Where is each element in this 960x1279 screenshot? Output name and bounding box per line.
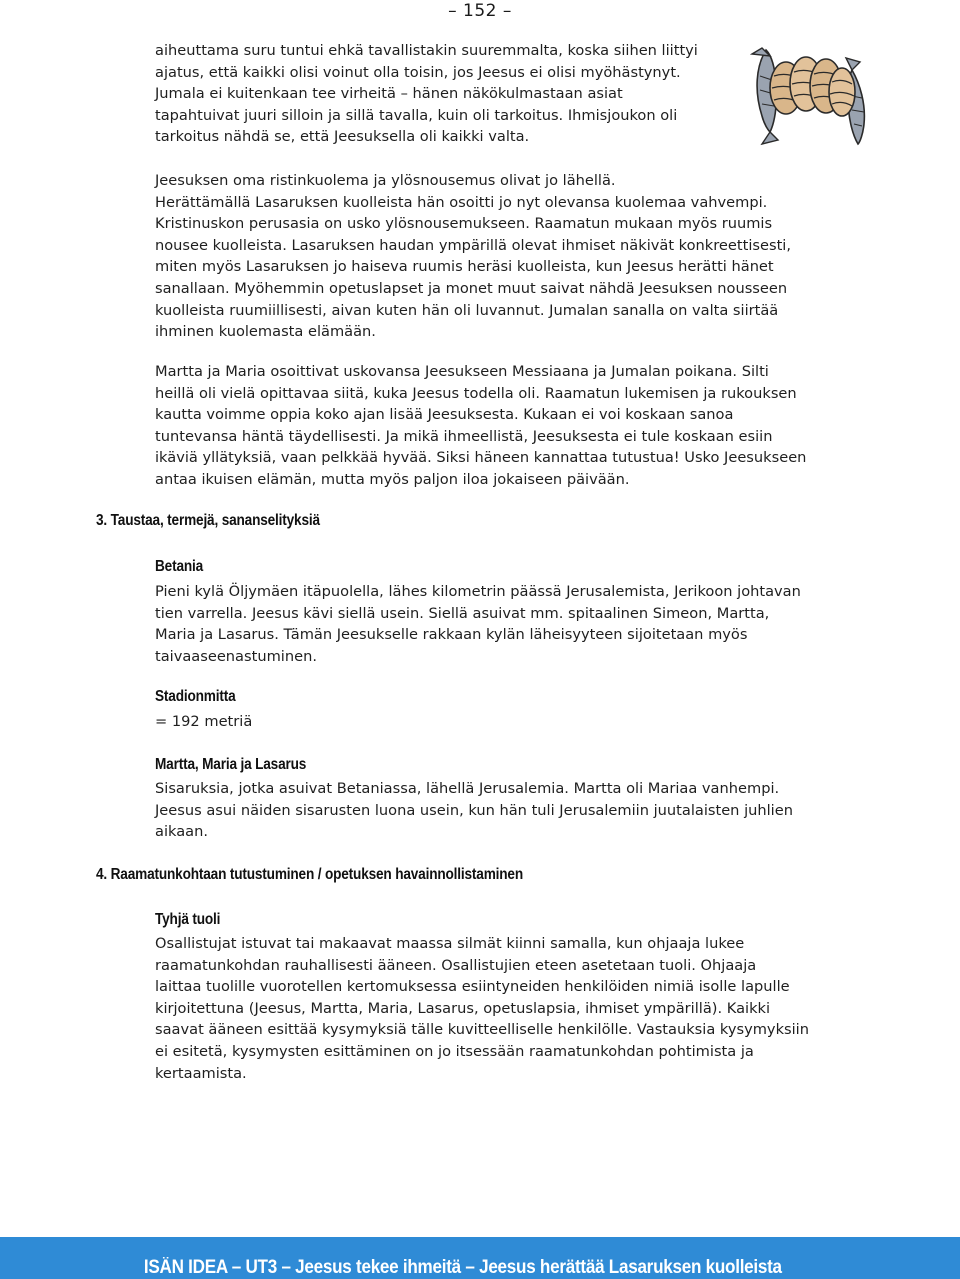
footer-title: ISÄN IDEA – UT3 – Jeesus tekee ihmeitä – Jeesus herättää Lasaruksen kuolleista (144, 1257, 782, 1278)
bread-loaf-icon (829, 68, 855, 116)
text-line: kuolleista ruumiillisesti, aivan kuten hän oli luvannut. Jumalan sanalla on valta siirtää (155, 301, 779, 319)
text-line: Maria ja Lasarus. Tämän Jeesukselle rakkaan kylän läheisyyteen sijoitetaan myös (155, 626, 748, 644)
text-line: Jumala ei kuitenkaan tee virheitä – hänen näkökulmastaan asiat (155, 85, 623, 103)
text-line: tien varrella. Jeesus kävi siellä usein. Siellä asuivat mm. spitaalinen Simeon, Martta, (155, 604, 770, 622)
text-line: Pieni kylä Öljymäen itäpuolella, lähes kilometrin päässä Jerusalemista, Jerikoon johtavan (155, 583, 801, 600)
term-stadion-text (155, 711, 252, 733)
text-line: ikäviä yllätyksiä, vaan pelkkää hyvää. Siksi häneen kannattaa tutustua! Usko Jeesukseen (155, 449, 807, 467)
text-line: Jeesus asui näiden sisarusten luona usein, kun hän tuli Jerusalemiin juutalaisten juhlien (155, 801, 793, 819)
paragraph-faith (155, 361, 806, 491)
text-line: ei esitetä, kysymysten esittäminen on jo itsessään raamatunkohdan pohtimista ja (155, 1042, 754, 1060)
text-line: Jeesuksen oma ristinkuolema ja ylösnousemus olivat jo lähellä. (155, 172, 616, 189)
text-line: Sisaruksia, jotka asuivat Betaniassa, lähellä Jerusalemia. Martta oli Mariaa vanhempi. (155, 780, 780, 797)
text-line: kirjoitettuna (Jeesus, Martta, Maria, Lasarus, opetuslapsia, ihmiset ympärillä). Kaikki (155, 999, 771, 1017)
text-line: aiheuttama suru tuntui ehkä tavallistakin suuremmalta, koska siihen liittyi (155, 42, 698, 59)
text-line: ihminen kuolemasta elämään. (155, 323, 376, 341)
text-line: saavat ääneen esittää kysymyksiä tälle kuvitteelliselle henkilölle. Vastauksia kysymyksiin (155, 1021, 809, 1039)
term-siblings-title: Martta, Maria ja Lasarus (155, 756, 307, 773)
text-line: antaa ikuisen elämän, mutta myös paljon iloa jokaiseen päivään. (155, 470, 630, 488)
text-line: nousee kuolleista. Lasaruksen haudan ympärillä olevat ihmiset näkivät konkreettisesti, (155, 236, 791, 254)
term-betania-title: Betania (155, 558, 204, 575)
activity-chair-text (155, 933, 809, 1084)
text-line: sanallaan. Myöhemmin opetuslapset ja monet muut saivat nähdä Jeesuksen nousseen (155, 279, 788, 297)
activity-chair-title: Tyhjä tuoli (155, 911, 221, 928)
text-line: Osallistujat istuvat tai makaavat maassa silmät kiinni samalla, kun ohjaaja lukee (155, 935, 745, 952)
paragraph-intro (155, 40, 698, 148)
text-line: ajatus, että kaikki olisi voinut olla toisin, jos Jeesus ei olisi myöhästynyt. (155, 63, 681, 81)
text-line: Kristinuskon perusasia on usko ylösnousemukseen. Raamatun mukaan myös ruumis (155, 215, 773, 233)
page-number: – 152 – (448, 1, 512, 21)
text-line: tuntevansa häntä täydellisesti. Ja mikä ihmeellistä, Jeesuksesta ei tule koskaan esiin (155, 427, 773, 445)
text-line: heillä oli vielä opittavaa siitä, kuka Jeesus todella oli. Raamatun lukemisen ja rukouksen (155, 384, 797, 402)
term-siblings-text (155, 778, 793, 843)
term-betania-text (155, 581, 801, 667)
text-line: laittaa tuolille vuorotellen kertomuksessa esiintyneiden henkilöiden nimiä isolle lapulle (155, 978, 790, 996)
text-line: tarkoitus nähdä se, että Jeesuksella oli kaikki valta. (155, 128, 530, 146)
term-stadion-title: Stadionmitta (155, 688, 236, 705)
loaves-and-fishes-icon (748, 46, 878, 146)
section-4-heading: 4. Raamatunkohtaan tutustuminen / opetuksen havainnollistaminen (96, 866, 523, 883)
text-line: raamatunkohdan rauhallisesti ääneen. Osallistujien eteen asetetaan tuoli. Ohjaaja (155, 956, 757, 974)
section-3-heading: 3. Taustaa, termejä, sananselityksiä (96, 512, 320, 529)
text-line: Martta ja Maria osoittivat uskovansa Jeesukseen Messiaana ja Jumalan poikana. Silti (155, 363, 769, 380)
paragraph-resurrection (155, 170, 791, 343)
text-line: Herättämällä Lasaruksen kuolleista hän osoitti jo nyt olevansa kuolemaa vahvempi. (155, 193, 768, 211)
text-line: kertaamista. (155, 1064, 247, 1082)
text-line: = 192 metriä (155, 713, 253, 730)
text-line: aikaan. (155, 823, 208, 841)
text-line: miten myös Lasaruksen jo haiseva ruumis heräsi kuolleista, kun Jeesus herätti hänet (155, 258, 774, 276)
text-line: taivaaseenastuminen. (155, 647, 317, 665)
text-line: tapahtuivat juuri silloin ja sillä tavalla, kuin oli tarkoitus. Ihmisjoukon oli (155, 106, 678, 124)
text-line: kautta voimme oppia koko ajan lisää Jeesuksesta. Kukaan ei voi koskaan sanoa (155, 406, 734, 424)
